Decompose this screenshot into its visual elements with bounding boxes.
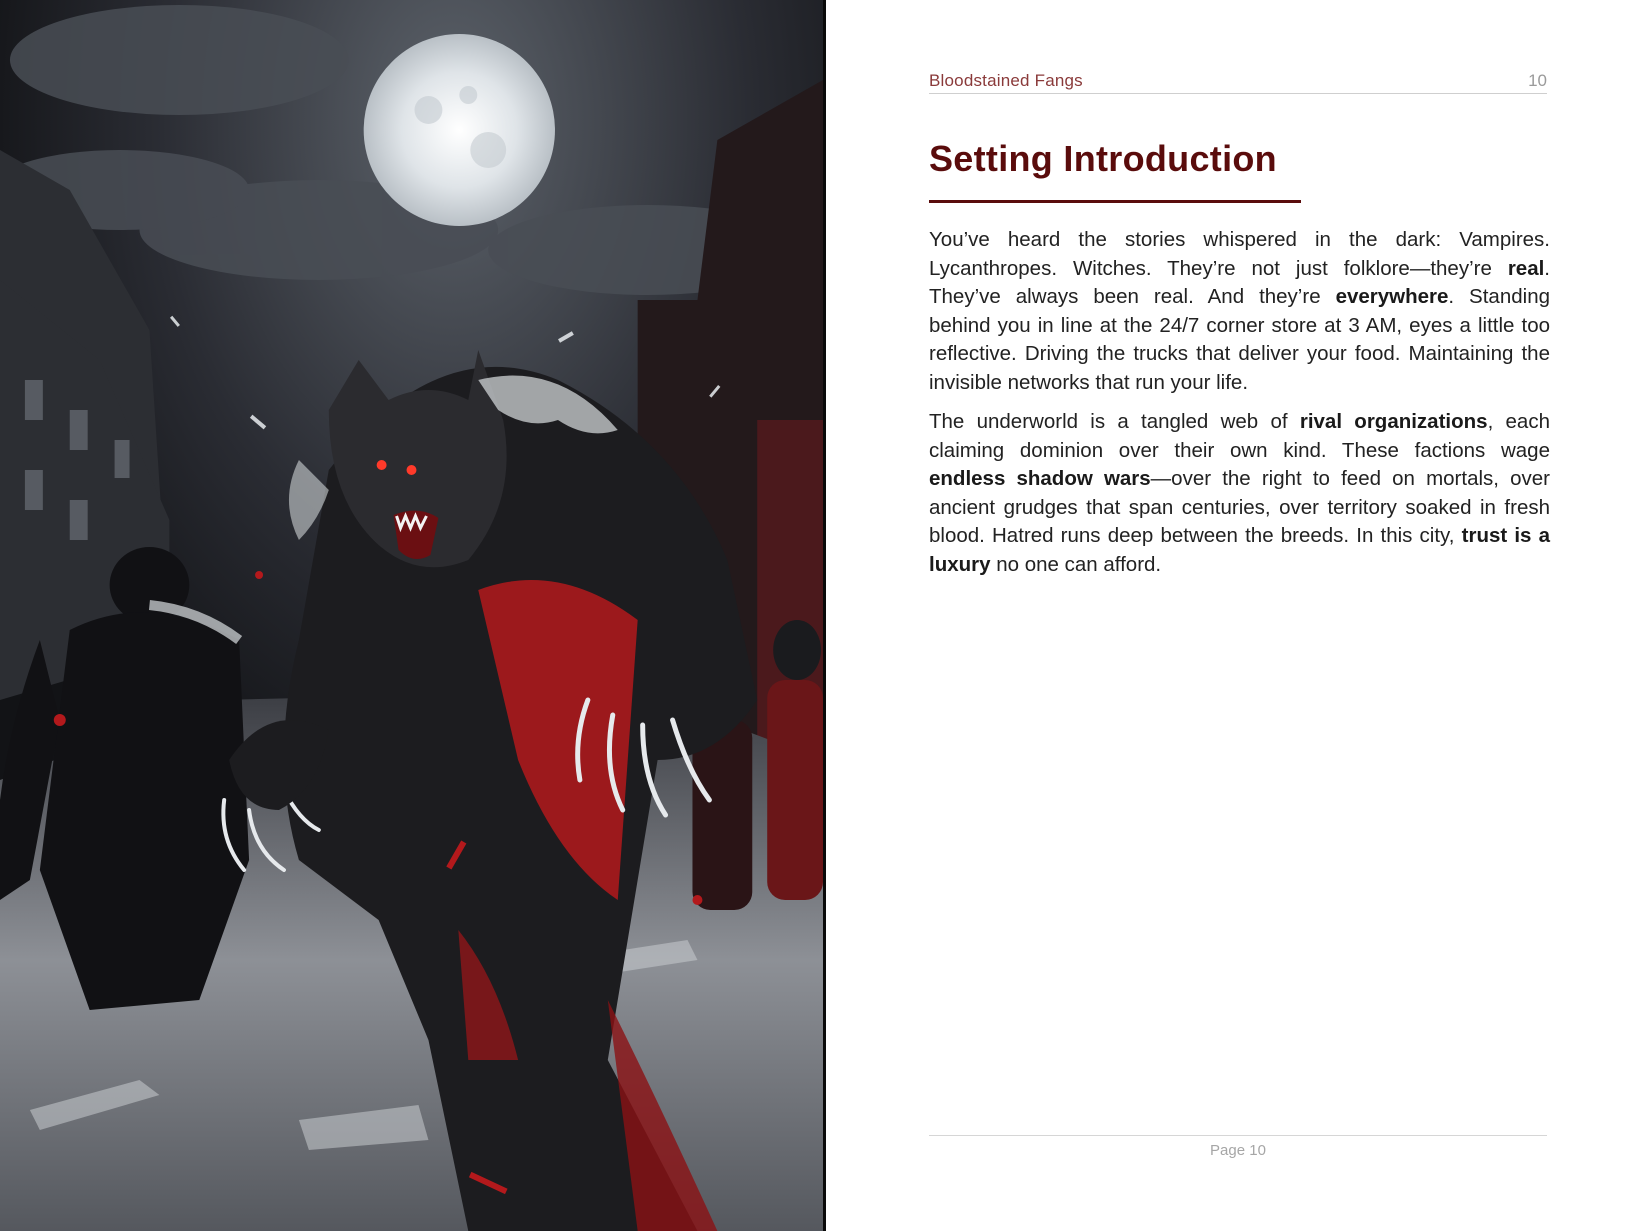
emphasis-endless-shadow-wars: endless shadow wars <box>929 467 1151 490</box>
footer-rule <box>929 1135 1547 1136</box>
paragraph-text: —over the right to feed on mortals, over ancient grudges that span centuries, over territory soaked in fresh blood. Hatred runs deep between the breeds. In this city, <box>929 467 1550 547</box>
paragraph-text: no one can afford. <box>990 552 1162 576</box>
emphasis-real: real <box>1507 256 1545 280</box>
paragraph-text: The underworld is a tangled web of <box>929 410 1300 433</box>
footer-page-label: Page 10 <box>1210 1142 1266 1159</box>
header-page-number: 10 <box>1528 71 1547 90</box>
text-page <box>826 0 1643 1231</box>
emphasis-everywhere: everywhere <box>1335 285 1449 308</box>
paragraph-text: You’ve heard the stories whispered in the dark: Vampires. Lycanthropes. Witches. They’re not just folklore—they’re <box>929 228 1550 280</box>
paragraph-text: , each claiming dominion over their own kind. These factions wage <box>929 410 1550 462</box>
paragraph-text: . They’ve always been real. And they’re <box>929 256 1550 308</box>
emphasis-rival-organizations: rival organizations <box>1299 410 1488 433</box>
paragraph <box>929 408 1550 579</box>
paragraph <box>929 226 1550 397</box>
title-underline <box>929 200 1301 203</box>
book-title: Bloodstained Fangs <box>929 71 1083 90</box>
paragraph-text: . Standing behind you in line at the 24/7 corner store at 3 AM, eyes a little too reflective. Driving the trucks that deliver your food. Maintaining the invisible networks that run your life. <box>929 285 1550 394</box>
emphasis-trust-is-a-luxury: trust is a luxury <box>929 524 1550 576</box>
body-text <box>929 226 1550 590</box>
moon-shape <box>364 34 555 226</box>
running-header <box>929 70 1547 94</box>
section-title: Setting Introduction <box>929 138 1277 179</box>
